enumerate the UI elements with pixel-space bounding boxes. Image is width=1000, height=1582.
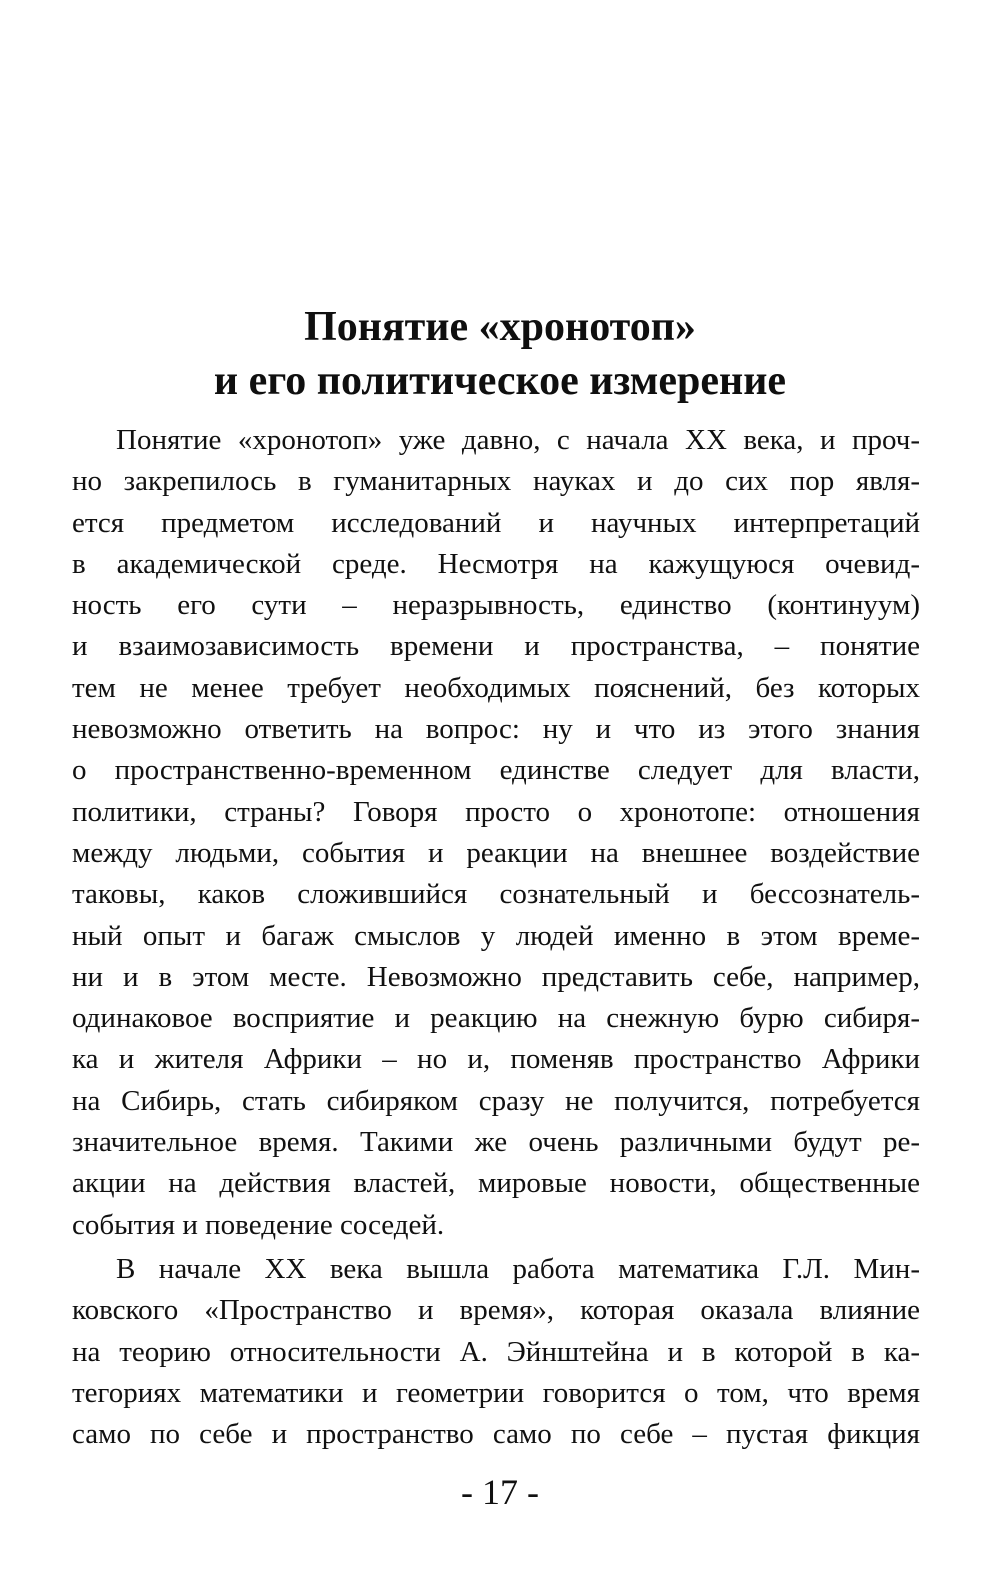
text-line: одинаковое восприятие и реакцию на снежную бурю сибиря- [72, 1002, 920, 1035]
text-line: ется предметом исследований и научных интерпретаций [72, 506, 920, 539]
text-line: о пространственно-временном единстве следует для власти, [72, 754, 920, 787]
text-line: ковского «Пространство и время», которая оказала влияние [72, 1294, 920, 1327]
text-line: и взаимозависимость времени и пространства, – понятие [72, 630, 920, 663]
page-number: - 17 - [461, 1472, 539, 1512]
paragraph-2 [72, 1249, 920, 1455]
text-line: само по себе и пространство само по себе – пустая фикция [72, 1418, 920, 1451]
body-text [72, 420, 920, 1455]
text-line: акции на действия властей, мировые новости, общественные [72, 1167, 920, 1200]
text-line: невозможно ответить на вопрос: ну и что из этого знания [72, 713, 920, 746]
text-line: таковы, каков сложившийся сознательный и бессознатель- [72, 878, 920, 911]
text-line: В начале XX века вышла работа математика Г.Л. Мин- [116, 1252, 920, 1285]
text-line: в академической среде. Несмотря на кажущуюся очевид- [72, 547, 920, 580]
text-line: на теорию относительности А. Эйнштейна и в которой в ка- [72, 1335, 920, 1368]
text-line: ни и в этом месте. Невозможно представить себе, например, [72, 960, 920, 993]
text-line: на Сибирь, стать сибиряком сразу не получится, потребуется [72, 1084, 920, 1117]
text-line: ка и жителя Африки – но и, поменяв пространство Африки [72, 1043, 920, 1076]
text-line: тегориях математики и геометрии говорится о том, что время [72, 1376, 920, 1409]
chapter-heading-line-2: и его политическое измерение [213, 358, 787, 405]
paragraph-1 [72, 420, 920, 1246]
chapter-heading [60, 300, 940, 408]
text-line: значительное время. Такими же очень различными будут ре- [72, 1126, 920, 1159]
text-line: ный опыт и багаж смыслов у людей именно в этом време- [72, 919, 920, 952]
text-line: тем не менее требует необходимых пояснений, без которых [72, 671, 920, 704]
text-line: Понятие «хронотоп» уже давно, с начала XX века, и проч- [116, 424, 920, 456]
text-line: события и поведение соседей. [72, 1208, 445, 1241]
text-line: между людьми, события и реакции на внешнее воздействие [72, 836, 920, 869]
text-line: но закрепилось в гуманитарных науках и до сих пор явля- [72, 465, 920, 498]
text-line: политики, страны? Говоря просто о хронотопе: отношения [72, 795, 920, 828]
chapter-heading-line-1: Понятие «хронотоп» [304, 304, 696, 351]
text-line: ность его сути – неразрывность, единство (континуум) [72, 589, 920, 622]
